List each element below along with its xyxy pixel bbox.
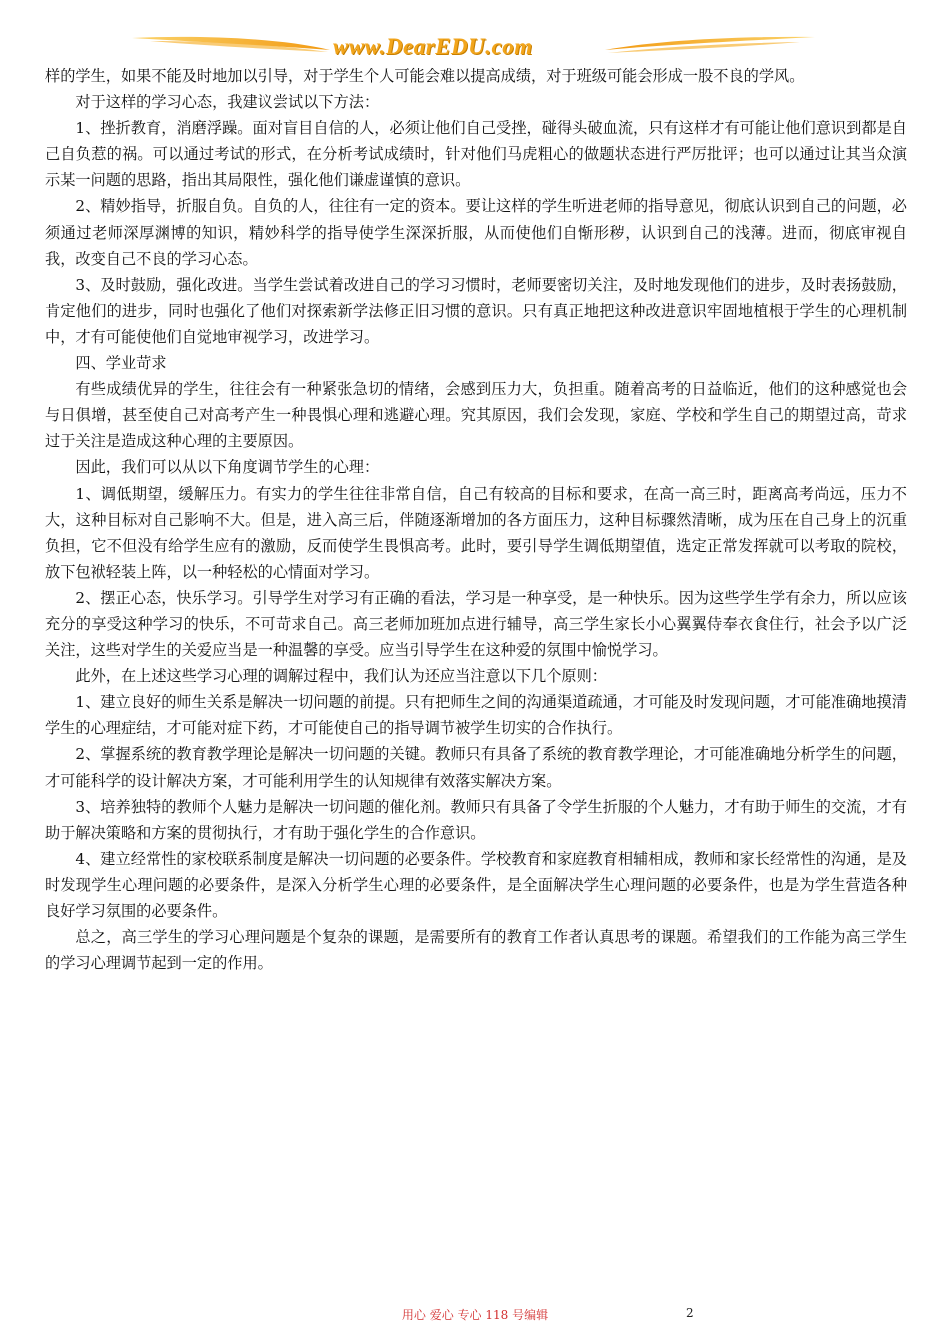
article-paragraph: 四、学业苛求 <box>75 354 167 373</box>
article-paragraph: 1、调低期望，缓解压力。有实力的学生往往非常自信，自己有较高的目标和要求，在高一高三时，距离高考尚远，压力不大，这种目标对自己影响不大。但是，进入高三后，伴随逐渐增加的各方面压力，这种目标骤然清晰，成为压在自己身上的沉重负担，它不但没有给学生应有的激励，反而使学生畏惧高考。此时，要引导学生调低期望值，选定正常发挥就可以考取的院校，放下包袱轻装上阵，以一种轻松的心情面对学习。 <box>45 484 907 581</box>
site-logo-text: www.DearEDU.com <box>333 34 533 59</box>
article-paragraph: 样的学生，如果不能及时地加以引导，对于学生个人可能会难以提高成绩，对于班级可能会形成一股不良的学风。 <box>45 67 805 85</box>
article-paragraph: 3、及时鼓励，强化改进。当学生尝试着改进自己的学习习惯时，老师要密切关注，及时地发现他们的进步，及时表扬鼓励，肯定他们的进步，同时也强化了他们对探索新学法修正旧习惯的意识。只有真正地把这种改进意识牢固地植根于学生的心理机制中，才有可能使他们自觉地审视学习，改进学习。 <box>45 275 907 346</box>
footer-editor-note: 用心 爱心 专心 118 号编辑 <box>401 1308 549 1322</box>
article-paragraph: 3、培养独特的教师个人魅力是解决一切问题的催化剂。教师只有具备了令学生折服的个人魅力，才有助于师生的交流，才有助于解决策略和方案的贯彻执行，才有助于强化学生的合作意识。 <box>45 797 907 842</box>
article-paragraph: 对于这样的学习心态，我建议尝试以下方法： <box>75 93 380 112</box>
article-paragraph: 总之，高三学生的学习心理问题是个复杂的课题，是需要所有的教育工作者认真思考的课题。希望我们的工作能为高三学生的学习心理调节起到一定的作用。 <box>45 928 907 973</box>
article-paragraph: 此外，在上述这些学习心理的调解过程中，我们认为还应当注意以下几个原则： <box>75 667 607 686</box>
article-paragraph: 因此，我们可以从以下角度调节学生的心理： <box>75 458 380 477</box>
page-header <box>0 28 950 68</box>
article-paragraph: 2、摆正心态，快乐学习。引导学生对学习有正确的看法，学习是一种享受，是一种快乐。因为这些学生学有余力，所以应该充分的享受这种学习的快乐，不可苛求自己。高三老师加班加点进行辅导，高三学生家长小心翼翼侍奉衣食住行，社会予以广泛关注，这些对学生的关爱应当是一种温馨的享受。应当引导学生在这种爱的氛围中愉悦学习。 <box>45 588 907 660</box>
article-paragraph: 1、建立良好的师生关系是解决一切问题的前提。只有把师生之间的沟通渠道疏通，才可能及时发现问题，才可能准确地摸清学生的心理症结，才可能对症下药，才可能使自己的指导调节被学生切实的合作执行。 <box>45 693 907 738</box>
page-number: 2 <box>686 1306 694 1320</box>
article-paragraph: 有些成绩优异的学生，往往会有一种紧张急切的情绪，会感到压力大，负担重。随着高考的日益临近，他们的这种感觉也会与日俱增，甚至使自己对高考产生一种畏惧心理和逃避心理。究其原因，我们会发现，家庭、学校和学生自己的期望过高，苛求过于关注是造成这种心理的主要原因。 <box>45 380 907 451</box>
article-body <box>45 63 907 976</box>
article-paragraph: 1、挫折教育，消磨浮躁。面对盲目自信的人，必须让他们自己受挫，碰得头破血流，只有这样才有可能让他们意识到都是自己自负惹的祸。可以通过考试的形式，在分析考试成绩时，针对他们马虎粗心的做题状态进行严厉批评；也可以通过让其当众演示某一问题的思路，指出其局限性，强化他们谦虚谨慎的意识。 <box>45 119 907 190</box>
article-paragraph: 4、建立经常性的家校联系制度是解决一切问题的必要条件。学校教育和家庭教育相辅相成，教师和家长经常性的沟通，是及时发现学生心理问题的必要条件，是深入分析学生心理的必要条件，是全面解决学生心理问题的必要条件，也是为学生营造各种良好学习氛围的必要条件。 <box>45 849 907 920</box>
article-paragraph: 2、精妙指导，折服自负。自负的人，往往有一定的资本。要让这样的学生听进老师的指导意见，彻底认识到自己的问题，必须通过老师深厚渊博的知识，精妙科学的指导使学生深深折服，从而使他们自惭形秽，认识到自己的浅薄。进而，彻底审视自我，改变自己不良的学习心态。 <box>45 197 907 268</box>
article-paragraph: 2、掌握系统的教育教学理论是解决一切问题的关键。教师只有具备了系统的教育教学理论，才可能准确地分析学生的问题，才可能科学的设计解决方案，才可能利用学生的认知规律有效落实解决方案。 <box>45 745 907 790</box>
